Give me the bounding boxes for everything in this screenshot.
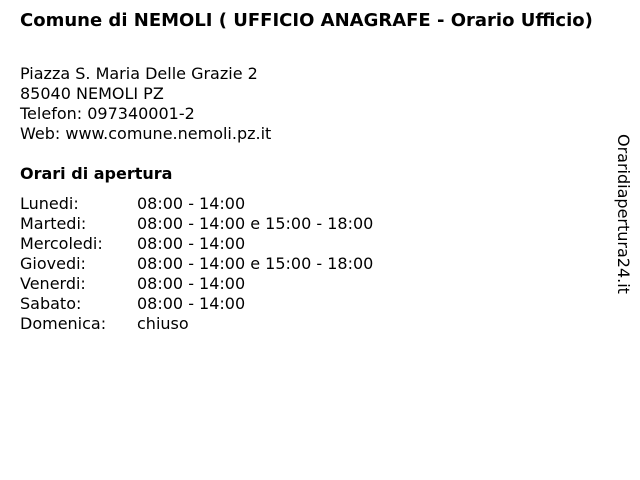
time-value: 08:00 - 14:00 — [137, 294, 246, 313]
hours-row-mercoledi — [20, 234, 373, 254]
day-label: Lunedi: — [20, 194, 79, 213]
day-label: Sabato: — [20, 294, 82, 313]
day-label: Mercoledi: — [20, 234, 103, 253]
time-value: 08:00 - 14:00 — [137, 234, 246, 253]
address-block — [20, 64, 271, 144]
city: 85040 NEMOLI PZ — [20, 84, 164, 103]
day-label: Domenica: — [20, 314, 107, 333]
street-address: Piazza S. Maria Delle Grazie 2 — [20, 64, 258, 83]
page-title: Comune di NEMOLI ( UFFICIO ANAGRAFE - Orario Ufficio) — [20, 10, 593, 31]
day-label: Martedi: — [20, 214, 87, 233]
hours-table — [20, 194, 373, 334]
hours-row-lunedi — [20, 194, 373, 214]
day-label: Giovedi: — [20, 254, 86, 273]
brand-watermark: Oraridiapertura24.it — [614, 134, 633, 294]
time-value: 08:00 - 14:00 e 15:00 - 18:00 — [137, 254, 374, 273]
day-label: Venerdi: — [20, 274, 86, 293]
hours-row-giovedi — [20, 254, 373, 274]
hours-row-venerdi — [20, 274, 373, 294]
time-value: 08:00 - 14:00 — [137, 194, 246, 213]
website-link[interactable]: Web: www.comune.nemoli.pz.it — [20, 124, 272, 143]
time-value: 08:00 - 14:00 e 15:00 - 18:00 — [137, 214, 374, 233]
hours-row-domenica — [20, 314, 373, 334]
hours-row-sabato — [20, 294, 373, 314]
phone-number: Telefon: 097340001-2 — [20, 104, 195, 123]
time-value: 08:00 - 14:00 — [137, 274, 246, 293]
hours-row-martedi — [20, 214, 373, 234]
hours-heading: Orari di apertura — [20, 164, 173, 183]
time-value: chiuso — [137, 314, 189, 333]
